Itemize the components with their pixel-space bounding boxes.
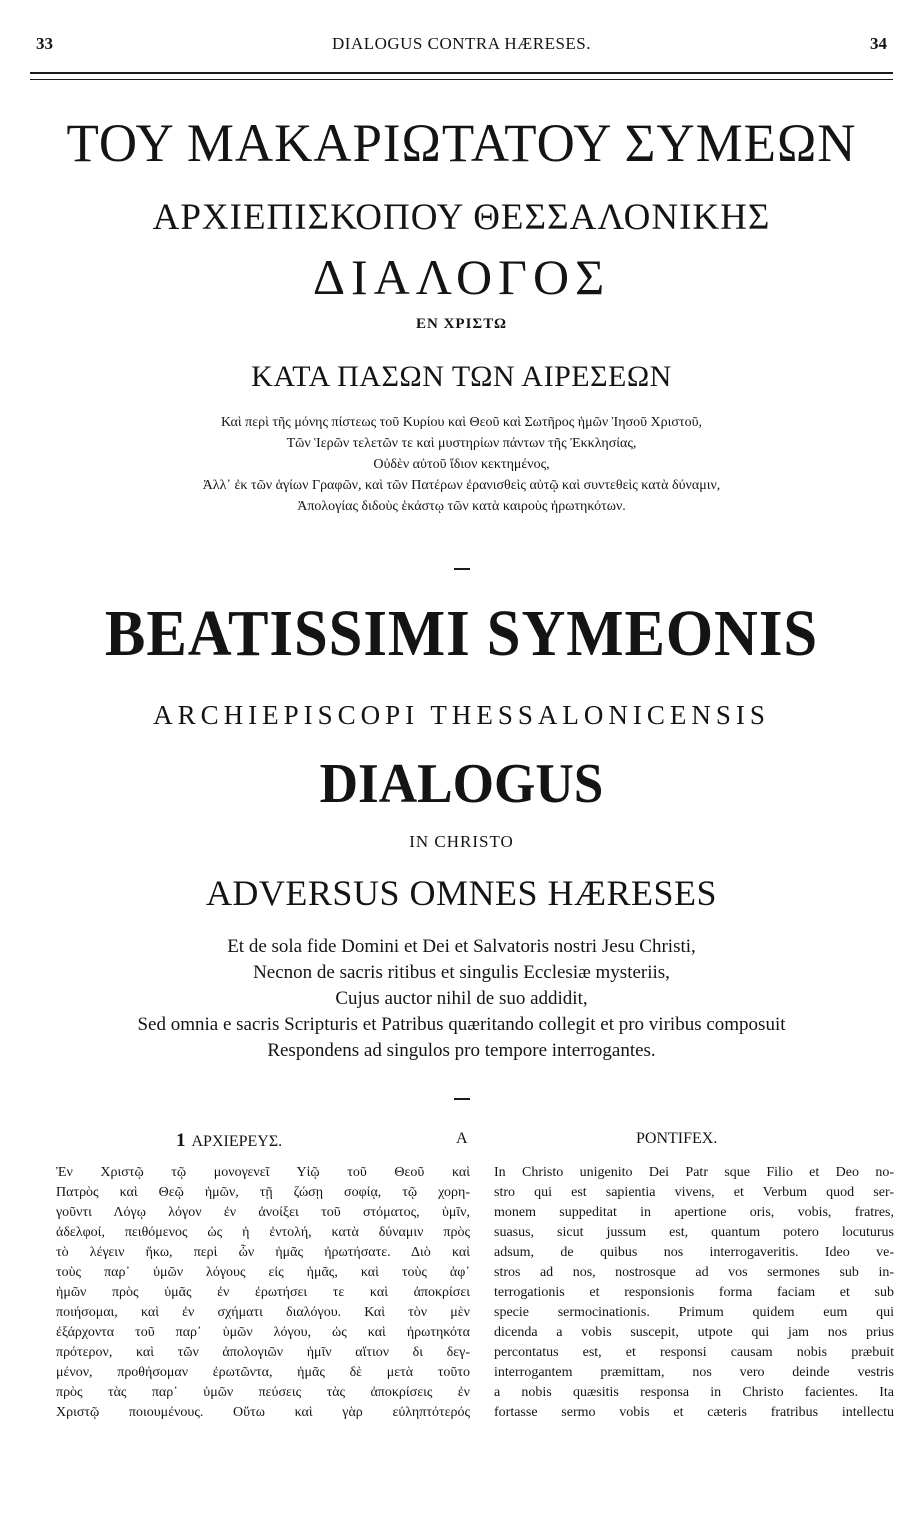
greek-description — [0, 412, 923, 517]
greek-description-line: Ἀλλ᾽ ἐκ τῶν ἁγίων Γραφῶν, καὶ τῶν Πατέρων ἐρανισθεὶς αὐτῷ καὶ συντεθεὶς κατὰ δύναμιν, — [202, 478, 721, 493]
latin-title-line-3: DIALOGUS — [319, 753, 604, 815]
latin-text-column — [494, 1163, 894, 1423]
column-letter-marker: A — [456, 1130, 468, 1147]
latin-title-line-5: ADVERSUS OMNES HÆRESES — [205, 873, 718, 913]
greek-column-heading — [176, 1130, 282, 1152]
latin-speaker-label: PONTIFEX. — [636, 1130, 718, 1147]
text-line: percontatus est, et responsi causam nobis præbuit — [494, 1345, 894, 1360]
text-line: specie sermocinationis. Primum quidem eum qui — [494, 1305, 894, 1320]
latin-description-line: Respondens ad singulos pro tempore interrogantes. — [267, 1040, 656, 1061]
text-line: μένον, προθήσομαν ἐρωτῶντα, ἡμᾶς δὲ μετὰ τοῦτο — [56, 1365, 470, 1380]
text-line: ποιήσομαι, καὶ ἐν σχήματι διαλόγου. Καὶ τὸν μὲν — [56, 1305, 470, 1320]
page-number-left: 33 — [36, 34, 53, 53]
greek-title-line-3: ΔΙΑΛΟΓΟΣ — [312, 249, 611, 305]
text-line: In Christo unigenito Dei Patr sque Filio et Deo no- — [494, 1165, 894, 1180]
text-line: interrogantem præmittam, nos vero deinde vestris — [494, 1365, 894, 1380]
text-line: ἡμῶν πρὸς ὑμᾶς ἐν ἐρωτήσει τε καὶ ἀποκρίσει — [56, 1285, 470, 1300]
latin-title-line-2: ARCHIEPISCOPI THESSALONICENSIS — [153, 700, 770, 730]
column-number: 1 — [176, 1130, 186, 1151]
text-line: stro qui est sapientia vivens, et Verbum quod ser- — [494, 1185, 894, 1200]
text-line: a nobis quæsitis responsa in Christo facientes. Ita — [494, 1385, 894, 1400]
latin-description-line: Cujus auctor nihil de suo addidit, — [335, 988, 588, 1009]
greek-title-line-5: ΚΑΤΑ ΠΑΣΩΝ ΤΩΝ ΑΙΡΕΣΕΩΝ — [251, 360, 672, 393]
latin-title-line-1: BEATISSIMI SYMEONIS — [104, 597, 819, 670]
text-line: ἐξάρχοντα τοῦ παρ᾽ ὑμῶν λόγου, ὡς καὶ ἠρωτηκότα — [56, 1325, 470, 1340]
text-line: Χριστῷ ποιουμένους. Οὕτω καὶ γὰρ εὐληπτότερός — [56, 1405, 470, 1420]
text-line: Ἐν Χριστῷ τῷ μονογενεῖ Υἱῷ τοῦ Θεοῦ καὶ — [56, 1165, 470, 1180]
greek-description-line: Τῶν Ἱερῶν τελετῶν τε καὶ μυστηρίων πάντων τῆς Ἐκκλησίας, — [286, 436, 637, 451]
greek-description-line: Ἀπολογίας διδοὺς ἑκάστῳ τῶν κατὰ καιροὺς ἠρωτηκότων. — [297, 499, 626, 514]
running-title: DIALOGUS CONTRA HÆRESES. — [332, 34, 591, 53]
text-line: ἀδελφοί, πειθόμενος ὡς ἡ ἐντολή, κατὰ δύναμιν πρὸς — [56, 1225, 470, 1240]
text-line: fortasse sermo vobis et cæteris fratribus intellectu — [494, 1405, 894, 1420]
text-line: monem suppeditat in apertione oris, vobis, fratres, — [494, 1205, 894, 1220]
greek-title-line-1: ΤΟΥ ΜΑΚΑΡΙΩΤΑΤΟΥ ΣΥΜΕΩΝ — [66, 113, 857, 173]
section-divider — [454, 568, 470, 570]
text-line: πρότερον, καὶ τῶν ἀπολογιῶν ἡμῖν αἴτιον δι δεγ- — [56, 1345, 470, 1360]
header-rule — [30, 72, 893, 80]
greek-description-line: Καὶ περὶ τῆς μόνης πίστεως τοῦ Κυρίου καὶ Θεοῦ καὶ Σωτῆρος ἡμῶν Ἰησοῦ Χριστοῦ, — [220, 415, 703, 430]
latin-title-line-4: IN CHRISTO — [409, 832, 514, 851]
text-line: terrogationis et responsionis forma faciam et sub — [494, 1285, 894, 1300]
text-line: τὸ λέγειν ἥκω, περὶ ὧν ἡμᾶς ἠρωτήσατε. Διὸ καὶ — [56, 1245, 470, 1260]
page-number-right: 34 — [870, 34, 887, 53]
latin-description-line: Necnon de sacris ritibus et singulis Ecclesiæ mysteriis, — [253, 962, 670, 983]
text-line: τοὺς παρ᾽ ὑμῶν λόγους εἰς ἡμᾶς, καὶ τοὺς ἀφ᾽ — [56, 1265, 470, 1280]
greek-description-line: Οὐδὲν αὐτοῦ ἴδιον κεκτημένος, — [373, 457, 550, 472]
text-line: adsum, de quibus nos interrogaveritis. Ideo ve- — [494, 1245, 894, 1260]
greek-text-column — [56, 1163, 470, 1423]
latin-description-line: Sed omnia e sacris Scripturis et Patribus quæritando collegit et pro viribus composuit — [137, 1014, 786, 1035]
latin-description-line: Et de sola fide Domini et Dei et Salvatoris nostri Jesu Christi, — [227, 936, 696, 957]
greek-title-line-2: ΑΡΧΙΕΠΙΣΚΟΠΟΥ ΘΕΣΣΑΛΟΝΙΚΗΣ — [152, 197, 771, 238]
text-line: γοῦντι Λόγῳ λόγον ἐν ἀνοίξει τοῦ στόματος, ὑμῖν, — [56, 1205, 470, 1220]
text-line: dicenda a vobis suscepit, utpote qui jam nos prius — [494, 1325, 894, 1340]
text-line: suasus, sicut jussum est, quantum potero locuturus — [494, 1225, 894, 1240]
greek-speaker-label: ΑΡΧΙΕΡΕΥΣ. — [191, 1133, 283, 1150]
latin-description — [0, 934, 923, 1064]
text-line: stros ad nos, nostrosque ad vos sermones sub in- — [494, 1265, 894, 1280]
greek-title-line-4: ΕΝ ΧΡΙΣΤΩ — [416, 316, 507, 332]
text-line: πρὸς τὰς παρ᾽ ὑμῶν πεύσεις τὰς ἀποκρίσεις ἐν — [56, 1385, 470, 1400]
text-line: Πατρὸς καὶ Θεῷ ἡμῶν, τῇ ζώσῃ σοφίᾳ, τῷ χορη- — [56, 1185, 470, 1200]
running-head — [36, 34, 887, 58]
section-divider — [454, 1098, 470, 1100]
